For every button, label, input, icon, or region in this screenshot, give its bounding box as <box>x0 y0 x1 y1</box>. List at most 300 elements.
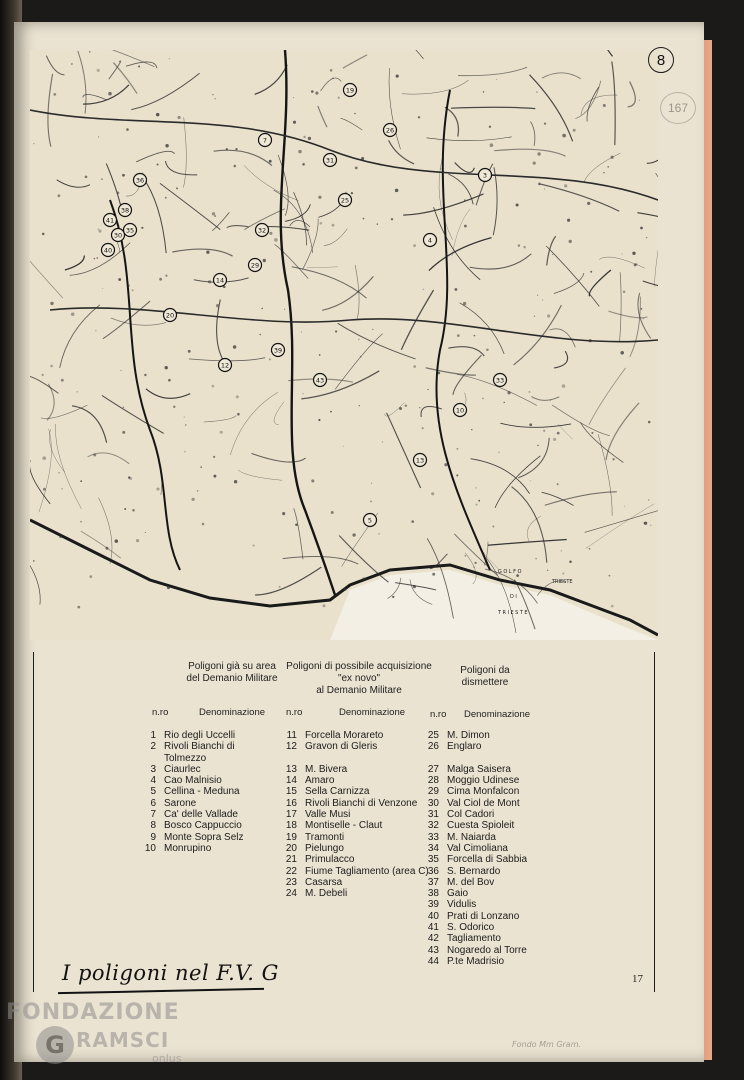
fondazione-gramsci-watermark <box>2 998 202 1078</box>
map-dot <box>165 144 168 147</box>
entry-number: 10 <box>144 842 156 854</box>
entry-number: 42 <box>427 933 439 945</box>
map-dot <box>136 539 139 542</box>
polygon-marker <box>314 374 327 387</box>
map-dot <box>98 230 101 233</box>
legend-entry <box>138 820 244 831</box>
map-dot <box>42 233 45 236</box>
map-dot <box>118 278 121 281</box>
entry-number: 40 <box>427 910 439 922</box>
entry-name: Sarone <box>164 797 197 809</box>
entry-number: 37 <box>427 876 439 888</box>
entry-name: Montiselle - Claut <box>305 820 383 832</box>
entry-number: 43 <box>427 944 439 956</box>
map-dot <box>464 225 467 228</box>
map-dot <box>371 483 372 484</box>
map-dot <box>622 253 623 254</box>
map-dot <box>335 330 337 332</box>
legend-entry <box>421 899 527 910</box>
entry-name: Rivoli Bianchi di Venzone <box>305 797 418 809</box>
entry-number: 15 <box>285 786 297 798</box>
map-dot <box>215 98 216 99</box>
entry-name: Malga Saisera <box>447 763 511 775</box>
polygon-marker <box>324 154 337 167</box>
map-dot <box>101 178 103 180</box>
map-dot <box>71 63 73 65</box>
legend-entry <box>279 786 429 797</box>
map-dot <box>362 577 366 581</box>
map-dot <box>220 431 223 434</box>
map-dot <box>284 309 285 310</box>
col3-subhead-no: n.ro <box>430 709 447 720</box>
legend-entry <box>421 922 527 933</box>
map-dot <box>544 122 546 124</box>
legend-entry <box>279 888 429 899</box>
col3-heading-line1: Poligoni da <box>460 665 510 676</box>
watermark-line1: FONDAZIONE <box>6 1000 180 1025</box>
map-dot <box>562 384 566 388</box>
entry-name: S. Bernardo <box>447 865 501 877</box>
map-dot <box>503 402 505 404</box>
legend-entry <box>279 753 429 764</box>
map-dot <box>156 113 160 117</box>
map-dot <box>634 264 637 267</box>
map-dot <box>311 479 314 482</box>
polygon-marker <box>364 514 377 527</box>
map-dot <box>124 508 126 510</box>
map-dot <box>644 522 645 523</box>
legend-entry <box>279 730 429 741</box>
entry-number <box>279 753 297 764</box>
map-dot <box>279 586 281 588</box>
legend-entry <box>421 775 527 786</box>
entry-name: Ca' delle Vallade <box>164 809 238 821</box>
polygon-marker-label: 3 <box>482 171 488 180</box>
polygon-marker <box>119 204 132 217</box>
legend-entry <box>279 775 429 786</box>
map-dot <box>338 97 340 99</box>
map-dot <box>61 488 63 490</box>
entry-name: Forcella di Sabbia <box>447 854 528 866</box>
legend-entry <box>138 730 244 741</box>
entry-name: Cao Malnisio <box>164 775 222 787</box>
map-dot <box>129 477 132 480</box>
map-dot <box>490 143 494 147</box>
legend-entry <box>138 741 244 752</box>
map-dot <box>226 148 228 150</box>
map-dot <box>332 224 335 227</box>
entry-name: Monte Sopra Selz <box>164 831 244 843</box>
watermark-onlus: onlus <box>152 1052 182 1065</box>
entry-number: 25 <box>427 730 439 741</box>
legend-entry <box>279 854 429 865</box>
col1-subhead-no: n.ro <box>152 707 169 718</box>
map-dot <box>454 288 457 291</box>
legend-entry <box>279 866 429 877</box>
map-dot <box>80 521 82 523</box>
map-dot <box>208 280 211 283</box>
map-dot <box>475 487 476 488</box>
polygon-marker-label: 5 <box>367 516 373 525</box>
polygon-marker-label: 33 <box>495 376 505 385</box>
map-dot <box>144 374 146 376</box>
map-dot <box>392 596 394 598</box>
map-dot <box>564 184 567 187</box>
map-dot <box>643 318 645 320</box>
map-dot <box>418 116 420 118</box>
map-dot <box>97 69 100 72</box>
map-dot <box>648 499 649 500</box>
polygon-marker-label: 39 <box>273 346 283 355</box>
map-dot <box>42 456 46 460</box>
polygon-marker-label: 31 <box>325 156 335 165</box>
polygon-marker <box>134 174 147 187</box>
map-dot <box>550 400 551 401</box>
map-dot <box>303 136 305 138</box>
map-dot <box>76 391 78 393</box>
map-dot <box>432 573 435 576</box>
map-dot <box>167 586 170 589</box>
legend-entry <box>138 764 244 775</box>
map-dot <box>234 165 237 168</box>
entry-name: S. Odorico <box>447 922 495 934</box>
map-dot <box>132 289 134 291</box>
map-dot <box>57 194 60 197</box>
entry-number: 17 <box>285 809 297 821</box>
map-dot <box>537 445 539 447</box>
entry-name: Pielungo <box>305 842 344 854</box>
map-dot <box>523 246 526 249</box>
map-dot <box>648 421 651 424</box>
map-dot <box>641 308 643 310</box>
map-dot <box>173 406 175 408</box>
legend-entry <box>138 753 244 764</box>
map-dot <box>168 379 171 382</box>
map-dot <box>90 575 93 578</box>
map-dot <box>108 92 112 96</box>
polygon-marker <box>384 124 397 137</box>
map-dot <box>427 389 428 390</box>
entry-number: 26 <box>427 741 439 753</box>
polygon-marker <box>424 234 437 247</box>
map-dot <box>269 232 272 235</box>
map-dot <box>145 532 146 533</box>
entry-name <box>305 753 308 764</box>
polygon-marker-label: 14 <box>215 276 225 285</box>
map-dot <box>573 129 576 132</box>
folio-number: 17 <box>632 973 643 985</box>
map-dot <box>632 252 635 255</box>
legend-entry <box>421 877 527 888</box>
polygon-marker-label: 19 <box>345 86 355 95</box>
col1-entries <box>138 730 244 854</box>
map-dot <box>216 304 219 307</box>
legend-entry <box>279 809 429 820</box>
map-dot <box>59 535 62 538</box>
entry-name: Gaio <box>447 888 469 900</box>
entry-number: 2 <box>150 741 156 753</box>
entry-name: Primulacco <box>305 854 355 866</box>
map-dot <box>200 466 202 468</box>
map-dot <box>534 315 535 316</box>
map-dot <box>77 606 80 609</box>
map-dot <box>301 331 302 332</box>
map-dot <box>343 587 346 590</box>
map-dot <box>50 302 53 305</box>
polygon-marker <box>272 344 285 357</box>
map-dot <box>176 187 178 189</box>
entry-name: Val Cimoliana <box>447 842 508 854</box>
entry-name: Val Ciol de Mont <box>447 797 520 809</box>
map-dot <box>213 475 216 478</box>
map-dot <box>303 393 304 394</box>
map-dot <box>474 335 476 337</box>
map-dot <box>58 472 60 474</box>
entry-name <box>447 753 450 764</box>
map-dot <box>529 423 532 426</box>
entry-name: Englaro <box>447 741 482 753</box>
map-dot <box>53 93 56 96</box>
map-dot <box>530 480 531 481</box>
map-dot <box>478 500 480 502</box>
polygon-marker-label: 7 <box>262 136 268 145</box>
map-dot <box>96 257 98 259</box>
entry-number: 9 <box>150 831 156 843</box>
map-dot <box>611 156 614 159</box>
map-dot <box>80 480 82 482</box>
map-dot <box>274 238 278 242</box>
polygon-marker <box>124 224 137 237</box>
entry-number: 12 <box>285 741 297 753</box>
map-dot <box>557 432 560 435</box>
entry-number: 27 <box>427 763 439 775</box>
polygon-marker-label: 29 <box>250 261 260 270</box>
entry-name: Sella Carnizza <box>305 786 370 798</box>
map-dot <box>590 271 592 273</box>
polygon-marker-label: 10 <box>455 406 465 415</box>
map-dot <box>126 128 129 131</box>
col1-heading-line2: del Demanio Militare <box>186 673 278 684</box>
map-dot <box>457 334 460 337</box>
map-dot <box>330 411 332 413</box>
map-dot <box>486 348 489 351</box>
map-dot <box>318 419 320 421</box>
map-dot <box>157 152 158 153</box>
map-dot <box>319 354 321 356</box>
map-dot <box>537 295 538 296</box>
entry-number: 13 <box>285 763 297 775</box>
map-dot <box>543 430 545 432</box>
entry-name: Tolmezzo <box>164 752 207 764</box>
entry-name: Tramonti <box>305 831 345 843</box>
map-dot <box>533 161 536 164</box>
legend-entry <box>421 809 527 820</box>
map-dot <box>123 407 124 408</box>
entry-number: 3 <box>150 763 156 775</box>
map-dot <box>293 97 294 98</box>
map-dot <box>370 500 372 502</box>
legend-entry <box>279 764 429 775</box>
col2-subhead-name: Denominazione <box>339 707 406 718</box>
entry-number: 39 <box>427 899 439 911</box>
map-label-gulf-name: TRIESTE <box>498 610 530 616</box>
map-dot <box>236 395 239 398</box>
map-dot <box>165 366 168 369</box>
map-dot <box>343 446 344 447</box>
entry-name: Forcella Morareto <box>305 730 384 741</box>
col2-heading <box>284 661 434 697</box>
entry-number: 30 <box>427 797 439 809</box>
polygon-marker <box>494 374 507 387</box>
legend-table <box>33 652 655 992</box>
map-dot <box>535 558 537 560</box>
map-label-city-trieste: TRIESTE <box>552 579 573 585</box>
archive-stamp-number: 167 <box>660 92 696 124</box>
map-dot <box>157 163 159 165</box>
handwritten-caption: I poligoni nel F.V. G <box>62 961 279 985</box>
entry-number <box>138 753 156 764</box>
map-dot <box>263 259 266 262</box>
col1-subhead-name: Denominazione <box>199 707 266 718</box>
map-dot <box>639 100 640 101</box>
polygon-marker <box>256 224 269 237</box>
entry-name: Bosco Cappuccio <box>164 820 242 832</box>
map-dot <box>552 254 553 255</box>
map-dot <box>587 202 590 205</box>
map-dot <box>474 562 476 564</box>
map-dot <box>330 69 333 72</box>
col2-subhead-no: n.ro <box>286 707 303 718</box>
polygon-marker <box>479 169 492 182</box>
legend-entry <box>421 786 527 797</box>
map-dot <box>547 570 548 571</box>
legend-entry <box>421 764 527 775</box>
watermark-g-logo: G <box>36 1026 74 1064</box>
polygon-marker-label: 41 <box>105 216 115 225</box>
map-dot <box>562 134 566 138</box>
entry-number: 19 <box>285 831 297 843</box>
map-dot <box>423 289 425 291</box>
legend-entry <box>421 843 527 854</box>
legend-entry <box>421 730 527 741</box>
map-dot <box>237 413 240 416</box>
map-dot <box>311 90 314 93</box>
col3-heading-line2: dismettere <box>461 677 509 688</box>
map-dot <box>538 183 541 186</box>
map-drawing <box>30 50 658 640</box>
map-dot <box>320 222 323 225</box>
polygon-marker <box>102 244 115 257</box>
regional-map <box>30 50 658 640</box>
entry-number: 21 <box>285 854 297 866</box>
map-dot <box>122 431 125 434</box>
entry-name: M. Naiarda <box>447 831 496 843</box>
map-dot <box>589 548 591 550</box>
entry-name: Rivoli Bianchi di <box>164 741 235 753</box>
map-dot <box>308 137 311 140</box>
map-dot <box>178 116 181 119</box>
entry-number: 7 <box>150 809 156 821</box>
polygon-marker-label: 25 <box>340 196 350 205</box>
map-dot <box>623 291 626 294</box>
map-dot <box>528 391 530 393</box>
map-dot <box>372 329 373 330</box>
map-dot <box>456 448 458 450</box>
map-dot <box>98 136 99 137</box>
map-dot <box>197 490 199 492</box>
map-dot <box>156 487 159 490</box>
map-dot <box>396 75 399 78</box>
entry-number: 29 <box>427 786 439 798</box>
map-dot <box>603 104 606 107</box>
polygon-marker <box>112 229 125 242</box>
col3-subhead-name: Denominazione <box>464 709 531 720</box>
legend-entry <box>421 866 527 877</box>
polygon-marker-label: 40 <box>103 246 113 255</box>
map-dot <box>233 345 236 348</box>
map-dot <box>475 504 477 506</box>
map-dot <box>138 66 140 68</box>
col2-entries <box>279 730 429 899</box>
map-dot <box>612 458 614 460</box>
map-dot <box>102 288 103 289</box>
entry-name: Cima Monfalcon <box>447 786 520 798</box>
map-dot <box>214 215 216 217</box>
map-dot <box>323 604 326 607</box>
legend-entry <box>279 798 429 809</box>
col2-heading-line1: Poligoni di possibile acquisizione <box>286 661 432 672</box>
map-dot <box>94 258 96 260</box>
pencil-note: Fondo Mm Gram. <box>512 1040 582 1049</box>
map-dot <box>212 385 215 388</box>
legend-entry <box>421 933 527 944</box>
map-dot <box>624 506 625 507</box>
map-dot <box>608 575 610 577</box>
map-dot <box>620 351 624 355</box>
entry-number: 23 <box>285 876 297 888</box>
entry-number: 20 <box>285 842 297 854</box>
map-dot <box>120 370 121 371</box>
map-dot <box>569 240 572 243</box>
map-dot <box>391 218 393 220</box>
map-dot <box>413 244 416 247</box>
map-dot <box>646 237 647 238</box>
map-dot <box>202 523 205 526</box>
map-dot <box>293 121 296 124</box>
map-dot <box>358 339 360 341</box>
polygon-marker <box>164 309 177 322</box>
entry-number: 35 <box>427 854 439 866</box>
map-dot <box>542 299 543 300</box>
map-dot <box>169 58 170 59</box>
map-dot <box>382 441 383 442</box>
map-dot <box>213 456 215 458</box>
map-dot <box>212 94 214 96</box>
entry-number: 14 <box>285 775 297 787</box>
map-dot <box>184 451 186 453</box>
map-dot <box>61 379 64 382</box>
polygon-marker-label: 12 <box>220 361 230 370</box>
map-dot <box>295 524 298 527</box>
entry-number: 22 <box>285 865 297 877</box>
map-dot <box>498 452 499 453</box>
legend-entry <box>421 854 527 865</box>
entry-name: Prati di Lonzano <box>447 910 520 922</box>
entry-name: Vidulis <box>447 899 477 911</box>
polygon-marker-label: 13 <box>415 456 425 465</box>
polygon-marker <box>344 84 357 97</box>
map-dot <box>332 77 334 79</box>
